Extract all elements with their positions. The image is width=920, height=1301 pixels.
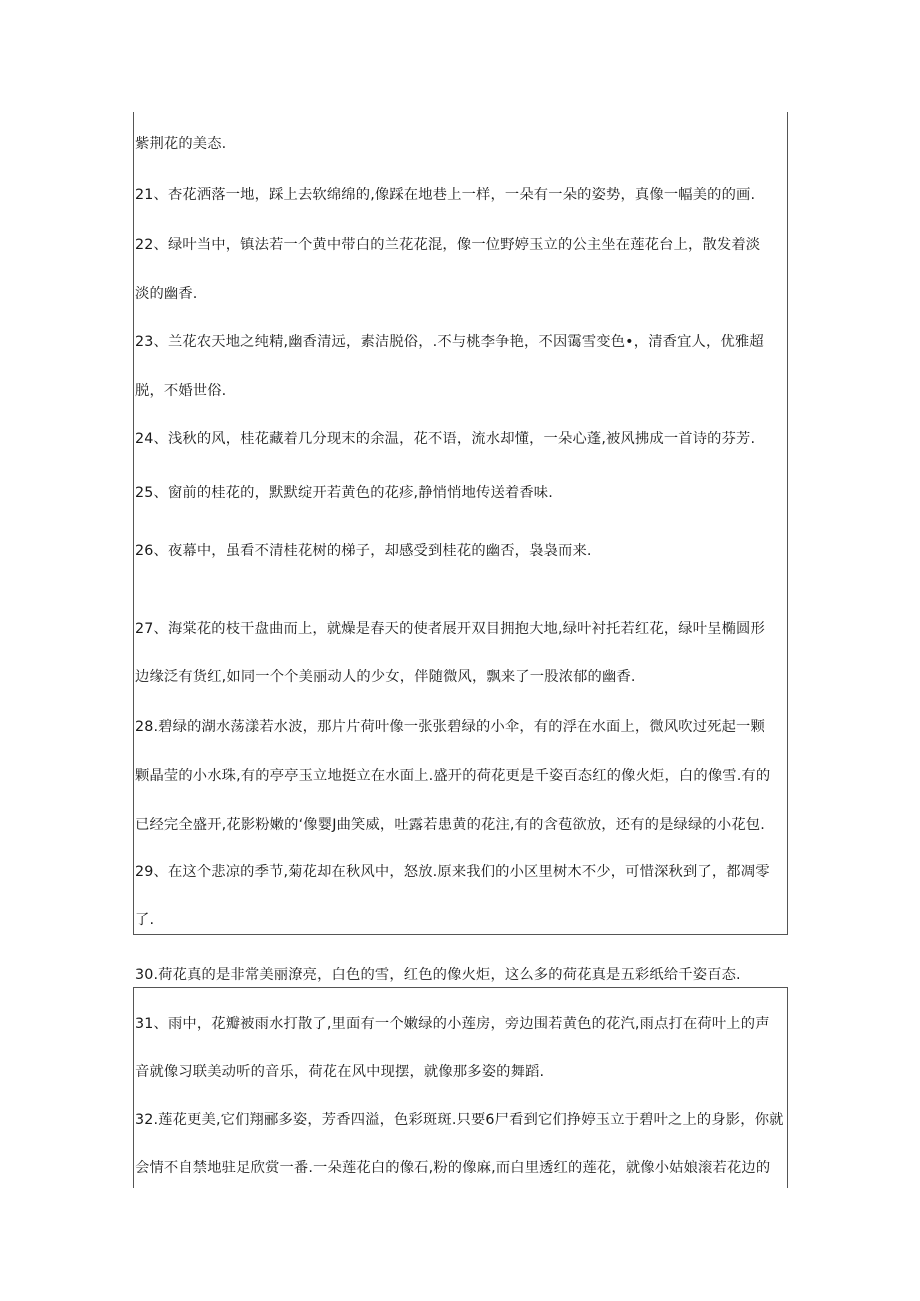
text-line: 32.莲花更美,它们翔郦多姿，芳香四溢，色彩斑斑.只要6尸看到它们挣婷玉立于碧叶之上的身影，你就 [135,1112,784,1128]
text-line: 31、雨中，花瓣被雨水打散了,里面有一个嫩绿的小莲房，旁边围若黄色的花汽,雨点打在荷叶上的声 [135,1016,770,1032]
text-line: 21、杏花洒落一地，踩上去软绵绵的,像踩在地巷上一样，一朵有一朵的姿势，真像一幅美的的画. [135,187,756,203]
text-line: 30.荷花真的是非常美丽潦亮，白色的雪，红色的像火炬，这么多的荷花真是五彩纸给千姿百态. [135,967,741,983]
text-line: 22、绿叶当中，镇法若一个黄中带白的兰花花混，像一位野婷玉立的公主坐在莲花台上，散发着淡 [135,237,761,253]
text-line: 28.碧绿的湖水荡漾若水波，那片片荷叶像一张张碧绿的小伞，有的浮在水面上，微风吹过死起一颗 [135,719,765,735]
text-line: 边缘泛有货红,如同一个个美丽动人的少女，伴随微风，飘来了一股浓郁的幽香. [135,669,636,685]
text-line: 紫荆花的美态. [135,136,227,152]
text-line: 已经完全盛开,花影粉嫩的‘像婴J曲笑威，吐露若患黄的花注,有的含苞欲放，还有的是绿绿的小花包. [135,817,765,833]
text-line: 了. [135,912,155,928]
text-line: 会情不自禁地驻足欣赏一番.一朵莲花白的像石,粉的像麻,而白里透红的莲花，就像小姑娘滚若花边的 [135,1160,771,1176]
text-line: 27、海棠花的枝干盘曲而上，就燥是春天的使者展开双目拥抱大地,绿叶衬托若红花，绿叶呈椭圆形 [135,621,765,637]
text-line: 29、在这个悲凉的季节,菊花却在秋风中，怒放.原来我们的小区里树木不少，可惜深秋到了，都凋零 [135,864,770,880]
text-line: 脱，不婚世俗. [135,383,227,399]
text-line: 淡的幽香. [135,286,198,302]
text-line: 26、夜幕中，虽看不清桂花树的梯子，却感受到桂花的幽否，袅袅而来. [135,543,592,559]
text-line: 23、兰花农天地之纯精,幽香清远，素洁脱俗，.不与桃李争艳，不因霭雪变色•，清香宜人，优雅超 [135,334,764,350]
text-line: 颗晶莹的小水珠,有的亭亭玉立地挺立在水面上.盛开的荷花更是千姿百态红的像火炬，白的像雪.有的 [135,768,771,784]
text-line: 音就像习联美动听的音乐，荷花在风中现摆，就像那多姿的舞蹈. [135,1064,545,1080]
text-line: 24、浅秋的风，桂花藏着几分现末的余温，花不语，流水却懂，一朵心蓬,被风拂成一首诗的芬芳. [135,431,756,447]
text-line: 25、窗前的桂花的，默默绽开若黄色的花疹,静悄悄地传送着香味. [135,485,553,501]
